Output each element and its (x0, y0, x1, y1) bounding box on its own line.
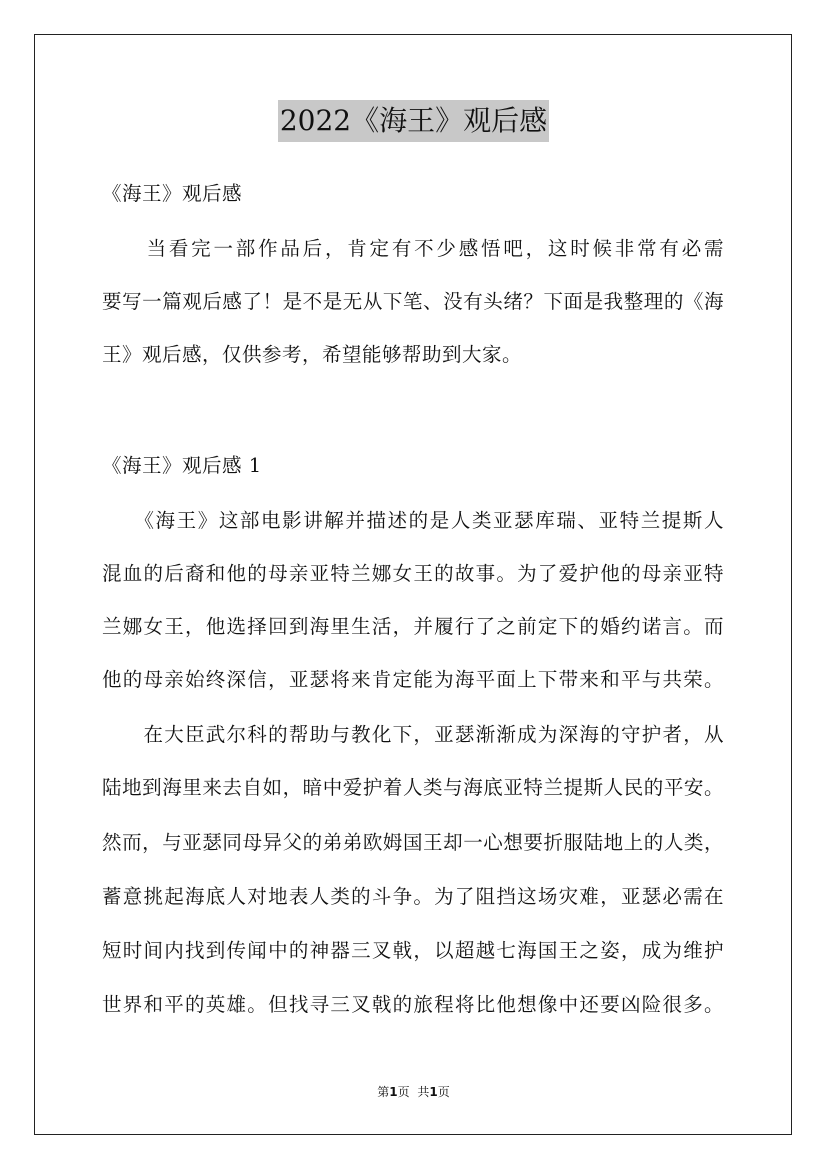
body-line-4: 他的母亲始终深信，亚瑟将来肯定能为海平面上下带来和平与共荣。 (102, 668, 724, 691)
body-line-9: 短时间内找到传闻中的神器三叉戟，以超越七海国王之姿，成为维护 (102, 939, 724, 962)
document-title: 2022《海王》观后感 (278, 100, 549, 142)
section-heading-1: 《海王》观后感 (102, 182, 243, 205)
title-container (0, 100, 827, 142)
footer-total-suffix: 页 (437, 1085, 450, 1099)
body-line-1: 《海王》这部电影讲解并描述的是人类亚瑟库瑞、亚特兰提斯人 (102, 509, 724, 532)
footer-total-number: 1 (429, 1085, 438, 1099)
page-footer (0, 1083, 827, 1101)
intro-line-1: 当看完一部作品后，肯定有不少感悟吧，这时候非常有必需 (102, 237, 724, 260)
body-line-5: 在大臣武尔科的帮助与教化下，亚瑟渐渐成为深海的守护者，从 (102, 723, 724, 746)
intro-line-2: 要写一篇观后感了！是不是无从下笔、没有头绪？下面是我整理的《海 (102, 290, 724, 313)
footer-page-suffix: 页 (397, 1085, 410, 1099)
body-line-6: 陆地到海里来去自如，暗中爱护着人类与海底亚特兰提斯人民的平安。 (102, 776, 724, 799)
footer-page-number: 1 (389, 1085, 398, 1099)
body-line-2: 混血的后裔和他的母亲亚特兰娜女王的故事。为了爱护他的母亲亚特 (102, 562, 724, 585)
body-line-7: 然而，与亚瑟同母异父的弟弟欧姆国王却一心想要折服陆地上的人类， (102, 831, 724, 854)
footer-page-prefix: 第 (377, 1085, 390, 1099)
body-line-10: 世界和平的英雄。但找寻三叉戟的旅程将比他想像中还要凶险很多。 (102, 993, 724, 1016)
intro-line-3: 王》观后感，仅供参考，希望能够帮助到大家。 (102, 343, 523, 366)
body-line-3: 兰娜女王，他选择回到海里生活，并履行了之前定下的婚约诺言。而 (102, 615, 724, 638)
body-line-8: 蓄意挑起海底人对地表人类的斗争。为了阻挡这场灾难，亚瑟必需在 (102, 885, 724, 908)
section-heading-2: 《海王》观后感 1 (102, 454, 262, 477)
footer-total-prefix: 共 (417, 1085, 430, 1099)
